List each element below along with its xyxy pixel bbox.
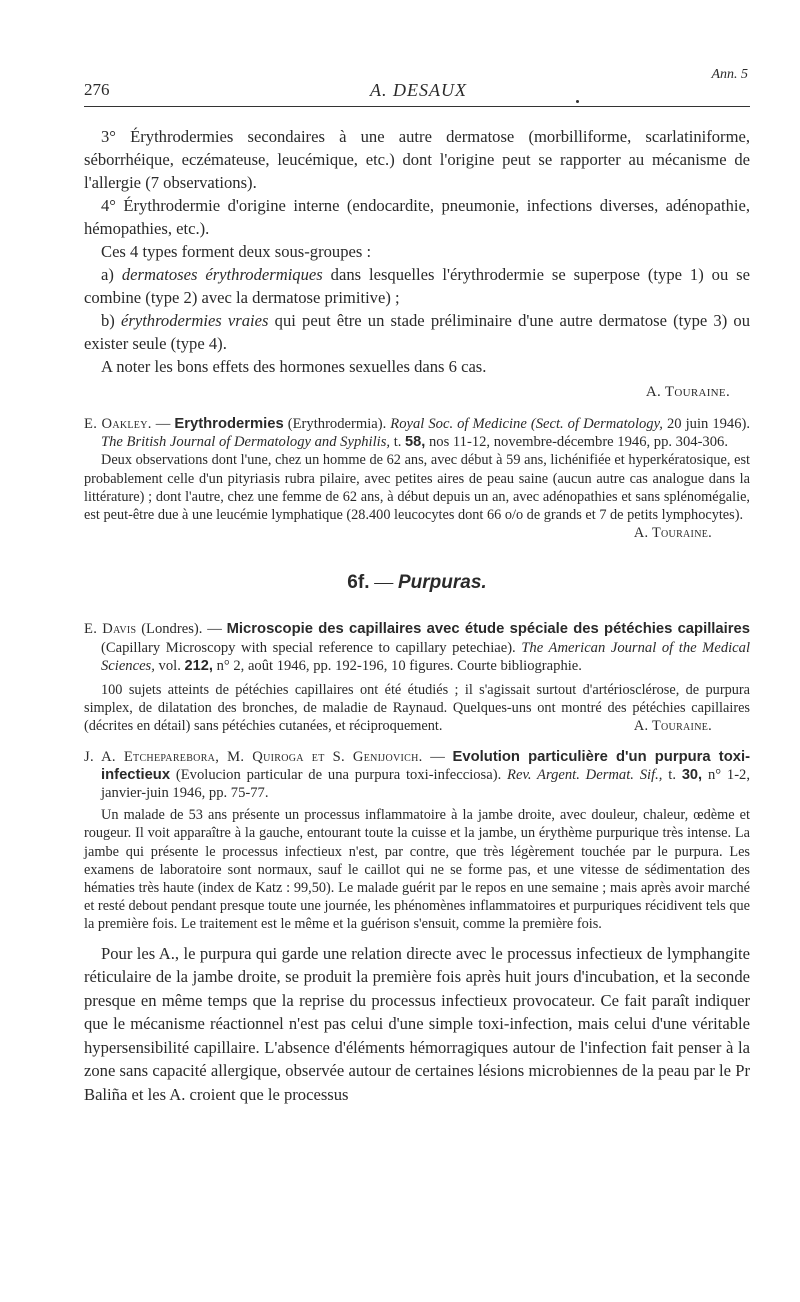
- subgroup-a-label: a): [101, 265, 114, 284]
- entry-abstract-text: 100 sujets atteints de pétéchies capillaires ont été étudiés ; il s'agissait surtout d'artériosclérose, de purpura simplex, de dilatation des bronches, de maladie de Raynaud. Quelques-uns ont montré des pétéchies capillaires (décrites en détail) sans pétéchies cutanées, et réciproquement.: [84, 682, 750, 735]
- running-title: A. DESAUX: [370, 80, 467, 100]
- entry-dash: —: [207, 621, 222, 638]
- entry-signature: A. Touraine.: [633, 525, 712, 542]
- entry-original-title: (Erythrodermia).: [287, 416, 387, 432]
- entry-volume: 58,: [405, 434, 426, 451]
- entry-volume-prefix: vol.: [158, 657, 181, 674]
- entry-abstract-text: Deux observations dont l'une, chez un homme de 62 ans, avec début à 59 ans, lichénifiée et hyperkératosique, est probablement celle d'un pityriasis rubra pilaire, avec petites aires de peau saine (aucun autre cas analogue dans la littérature) ; dont l'autre, chez une femme de 62 ans, à début depuis un an, avec adénopathies et sans splénomégalie, est peut-être due à une leucémie lymphatique (28.400 leucocytes dont 66 o/o de grands et 7 de petits lymphocytes).: [84, 452, 750, 524]
- signature: [84, 381, 750, 403]
- abstract-entry-etcheparebora: [84, 748, 750, 1107]
- section-title: Purpuras.: [397, 572, 487, 594]
- subgroup-b-term: érythrodermies vraies: [121, 311, 269, 330]
- entry-date-1: 20 juin 1946).: [666, 416, 751, 432]
- subgroup-a-term: dermatoses érythrodermiques: [121, 265, 323, 284]
- entry-author: E. Oakley.: [84, 416, 152, 432]
- entry-original-title: (Evolucion particular de una purpura toxi-infecciosa).: [175, 766, 502, 783]
- paragraph-subgroups: Ces 4 types forment deux sous-groupes :: [101, 242, 372, 261]
- entry-journal: The American Journal of the Medical Sciences,: [101, 639, 750, 674]
- entry-abstract: Un malade de 53 ans présente un processus inflammatoire à la jambe droite, avec douleur, chaleur, œdème et rougeur. Il voit apparaître à la gauche, entourant toute la cuisse et la jambe, un érythème purpurique très intense. La jambe qui présente le processus infectieux n'est, par contre, que très légèrement touchée par le purpura. Les examens de laboratoire sont normaux, sauf le caillot qui ne se forme pas, et une vitesse de sédimentation des hématies très haute (index de Katz : 99,50). Le malade guérit par le repos en une semaine ; mais après avoir marché et resté debout pendant presque toute une journée, les phénomènes inflammatoires et purpuriques récidivent tels que la première fois. Le traitement est le même et la guérison s'ensuit, comme la première fois.: [84, 807, 750, 933]
- entry-city: (Londres).: [141, 621, 203, 638]
- entry-dash: —: [155, 416, 171, 432]
- entry-reference: [84, 620, 750, 675]
- entry-abstract: [84, 681, 750, 736]
- entry-pages: n° 1-2, janvier-juin 1946, pp. 75-77.: [101, 766, 750, 802]
- entry-continuation: Pour les A., le purpura qui garde une relation directe avec le processus infectieux de lymphangite réticulaire de la jambe droite, se produit la première fois après huit jours d'incubation, et la seconde presque en même temps que la reprise du processus infectieux provocateur. Ce fait paraît indiquer que le mécanisme réactionnel n'est pas celui d'une simple toxi-infection, mais celui d'une véritable hypersensibilité capillaire. L'absence d'éléments hémorragiques autour de l'infection fait penser à la zone sans capacité allergique, observée autour de certaines lésions microbiennes de la peau par le Pr Baliña et les A. croient que le processus: [84, 943, 750, 1104]
- entry-original-title: (Capillary Microscopy with special reference to capillary petechiae).: [101, 639, 516, 656]
- paragraph-subgroup-b: [84, 309, 750, 355]
- section-number: 6f.: [347, 572, 370, 594]
- entry-pages: nos 11-12, novembre-décembre 1946, pp. 304-306.: [429, 434, 728, 451]
- entry-journal-1: Royal Soc. of Medicine (Sect. of Dermatology,: [390, 416, 663, 432]
- entry-journal: Rev. Argent. Dermat. Sif.,: [507, 766, 663, 783]
- subgroup-b-label: b): [101, 311, 115, 330]
- journal-page: [84, 0, 750, 1106]
- entry-volume-prefix: t.: [668, 766, 676, 783]
- entry-volume: 30,: [681, 766, 703, 783]
- entry-author: E. Davis: [84, 621, 137, 638]
- page-number: 276: [84, 80, 110, 99]
- paragraph-subgroup-a: [84, 263, 750, 309]
- header-rule-dot: [576, 100, 579, 103]
- abstract-entry-davis: [84, 620, 750, 735]
- entry-authors: J. A. Etcheparebora, M. Quiroga et S. Genijovich.: [84, 748, 423, 765]
- paragraph-type-3: 3° Érythrodermies secondaires à une autre dermatose (morbilliforme, scarlatiniforme, séborrhéique, eczémateuse, leucémique, etc.) dont l'origine peut se rapporter au mécanisme de l'allergie (7 observations).: [84, 127, 750, 192]
- entry-title: Evolution particulière d'un purpura toxi-infectieux: [101, 748, 751, 783]
- handwritten-annotation: Ann. 5: [711, 67, 748, 82]
- subgroup-b-text: qui peut être un stade préliminaire d'une autre dermatose (type 3) ou exister seule (type 4).: [84, 311, 750, 353]
- entry-journal-2: The British Journal of Dermatology and Syphilis,: [101, 434, 391, 451]
- entry-volume: 212,: [184, 657, 213, 674]
- header-rule: [84, 106, 750, 107]
- subgroup-a-text: dans lesquelles l'érythrodermie se superpose (type 1) ou se combine (type 2) avec la dermatose primitive) ;: [84, 265, 750, 307]
- abstract-entry-oakley: [84, 415, 750, 542]
- entry-title: Microscopie des capillaires avec étude spéciale des pétéchies capillaires: [226, 621, 750, 638]
- section-heading: [84, 572, 750, 594]
- signature-text: A. Touraine.: [645, 384, 730, 400]
- entry-reference: [84, 748, 750, 803]
- entry-dash: —: [430, 748, 445, 765]
- page-header: [84, 0, 750, 115]
- entry-volume-prefix: t.: [393, 434, 402, 451]
- paragraph-type-4: 4° Érythrodermie d'origine interne (endocardite, pneumonie, infections diverses, adénopathie, hémopathies, etc.).: [84, 196, 750, 238]
- entry-pages: n° 2, août 1946, pp. 192-196, 10 figures. Courte bibliographie.: [216, 657, 582, 674]
- section-dash: —: [374, 572, 394, 594]
- entry-abstract: [84, 451, 750, 542]
- entry-signature: A. Touraine.: [633, 718, 712, 735]
- paragraph-hormones: A noter les bons effets des hormones sexuelles dans 6 cas.: [101, 357, 487, 376]
- entry-reference: [84, 415, 750, 451]
- top-block: [84, 125, 750, 403]
- entry-title: Erythrodermies: [174, 416, 284, 432]
